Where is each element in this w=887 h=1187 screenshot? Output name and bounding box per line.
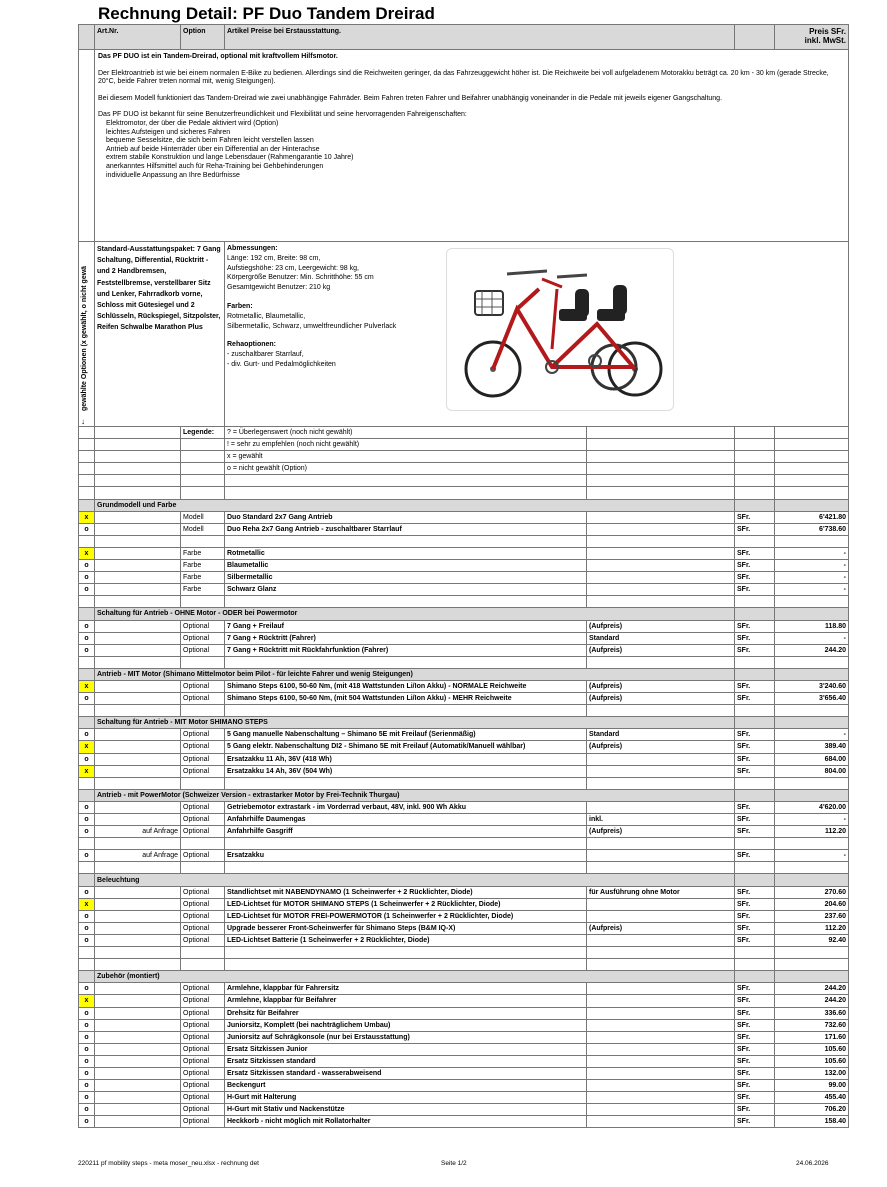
section-title: Antrieb - mit PowerMotor (Schweizer Version - extrastarker Motor by Frei-Technik Thurgau) xyxy=(95,789,735,801)
option-type: Optional xyxy=(181,753,225,765)
line-item-row xyxy=(79,801,849,813)
price-note: Standard xyxy=(587,632,735,644)
item-name: LED-Lichtset Batterie (1 Scheinwerfer + 2 Rücklichter, Diode) xyxy=(225,934,587,946)
currency: SFr. xyxy=(735,1007,775,1019)
item-name: Silbermetallic xyxy=(225,572,587,584)
item-price: 118.80 xyxy=(775,620,849,632)
item-name: Anfahrhilfe Daumengas xyxy=(225,814,587,826)
bike-image xyxy=(446,248,674,411)
currency: SFr. xyxy=(735,572,775,584)
price-note: (Aufpreis) xyxy=(587,693,735,705)
item-name: 7 Gang + Rücktritt (Fahrer) xyxy=(225,632,587,644)
item-price: 389.40 xyxy=(775,741,849,753)
currency: SFr. xyxy=(735,922,775,934)
footer-page: Seite 1/2 xyxy=(441,1160,467,1167)
section-title: Grundmodell und Farbe xyxy=(95,499,735,511)
item-price: 6'421.80 xyxy=(775,511,849,523)
section-header xyxy=(79,608,849,620)
feature-list xyxy=(98,120,845,180)
section-title: Schaltung für Antrieb - MIT Motor SHIMANO STEPS xyxy=(95,717,735,729)
price-note: (Aufpreis) xyxy=(587,620,735,632)
item-price: 244.20 xyxy=(775,644,849,656)
line-item-row xyxy=(79,632,849,644)
option-type: Optional xyxy=(181,620,225,632)
item-name: Duo Reha 2x7 Gang Antrieb - zuschaltbarer Starrlauf xyxy=(225,523,587,535)
invoice-table xyxy=(78,24,849,1128)
line-item-row xyxy=(79,523,849,535)
item-name: Rotmetallic xyxy=(225,547,587,559)
line-item-row xyxy=(79,560,849,572)
section-header xyxy=(79,874,849,886)
option-type: Modell xyxy=(181,523,225,535)
item-price: - xyxy=(775,547,849,559)
item-name: Shimano Steps 6100, 50-60 Nm, (mit 504 Wattstunden Li/Ion Akku) - MEHR Reichweite xyxy=(225,693,587,705)
option-type: Optional xyxy=(181,1104,225,1116)
option-type: Optional xyxy=(181,1055,225,1067)
currency: SFr. xyxy=(735,523,775,535)
price-note: (Aufpreis) xyxy=(587,680,735,692)
item-name: Standlichtset mit NABENDYNAMO (1 Scheinwerfer + 2 Rücklichter, Diode) xyxy=(225,886,587,898)
selection-mark[interactable]: o xyxy=(79,644,95,656)
option-type: Farbe xyxy=(181,560,225,572)
item-name: Ersatzakku xyxy=(225,850,587,862)
item-name: 7 Gang + Rücktritt mit Rückfahrfunktion (Fahrer) xyxy=(225,644,587,656)
item-price: 105.60 xyxy=(775,1043,849,1055)
blank-row xyxy=(79,947,849,959)
item-price: 4'620.00 xyxy=(775,801,849,813)
selection-mark[interactable]: o xyxy=(79,922,95,934)
legend-label: Legende: xyxy=(181,427,225,439)
blank-row xyxy=(79,705,849,717)
legend-row xyxy=(79,427,849,439)
item-price: 706.20 xyxy=(775,1104,849,1116)
option-type: Optional xyxy=(181,983,225,995)
line-item-row xyxy=(79,1092,849,1104)
option-type: Optional xyxy=(181,801,225,813)
selection-mark[interactable]: o xyxy=(79,801,95,813)
tandem-tricycle-illustration xyxy=(447,249,675,412)
currency: SFr. xyxy=(735,680,775,692)
blank-row xyxy=(79,487,849,499)
blank-row xyxy=(79,535,849,547)
selection-mark[interactable]: o xyxy=(79,934,95,946)
selection-mark[interactable]: o xyxy=(79,1055,95,1067)
currency: SFr. xyxy=(735,1043,775,1055)
currency: SFr. xyxy=(735,850,775,862)
selection-mark[interactable]: x xyxy=(79,511,95,523)
specs-block: Abmessungen: Länge: 192 cm, Breite: 98 cm, Aufstiegshöhe: 23 cm, Leergewicht: 98 kg, Körpergröße Benutzer: Min. Schritthöhe: 55 cm Gesamtgewicht Benutzer: 210 kg Farben: Rotmetallic, Blaumetallic, Silbermetallic, Schwarz, umweltfreundlicher Pulverlack Rehaoptionen: - zuschaltbarer Starrlauf, - div. Gurt- und Pedalmöglichkeiten xyxy=(225,242,849,427)
option-type: Optional xyxy=(181,1116,225,1128)
option-type: Farbe xyxy=(181,584,225,596)
section-title: Schaltung für Antrieb - OHNE Motor - ODER bei Powermotor xyxy=(95,608,735,620)
item-price: - xyxy=(775,632,849,644)
col-price: Preis SFr. inkl. MwSt. xyxy=(775,25,849,50)
currency: SFr. xyxy=(735,765,775,777)
price-note: (Aufpreis) xyxy=(587,922,735,934)
item-price: 732.60 xyxy=(775,1019,849,1031)
option-type: Optional xyxy=(181,1043,225,1055)
col-option: Option xyxy=(181,25,225,50)
item-price: - xyxy=(775,814,849,826)
section-title: Zubehör (montiert) xyxy=(95,971,735,983)
section-header xyxy=(79,499,849,511)
item-name: 5 Gang elektr. Nabenschaltung DI2 - Shimano 5E mit Freilauf (Automatik/Manuell wählbar) xyxy=(225,741,587,753)
item-price: 112.20 xyxy=(775,826,849,838)
section-header xyxy=(79,717,849,729)
legend-item: o = nicht gewählt (Option) xyxy=(225,463,587,475)
item-name: Ersatz Sitzkissen standard xyxy=(225,1055,587,1067)
currency: SFr. xyxy=(735,910,775,922)
currency: SFr. xyxy=(735,547,775,559)
option-type: Optional xyxy=(181,680,225,692)
feature-item: anerkanntes Hilfsmittel auch für Reha-Training bei Gehbehinderungen xyxy=(106,162,324,170)
item-name: H-Gurt mit Halterung xyxy=(225,1092,587,1104)
line-item-row xyxy=(79,644,849,656)
item-price: 132.00 xyxy=(775,1067,849,1079)
price-note: Standard xyxy=(587,729,735,741)
line-item-row xyxy=(79,1104,849,1116)
inquiry-note: auf Anfrage xyxy=(95,850,181,862)
currency: SFr. xyxy=(735,560,775,572)
legend-item: ? = Überlegenswert (noch nicht gewählt) xyxy=(225,427,587,439)
currency: SFr. xyxy=(735,886,775,898)
table-header xyxy=(79,25,849,50)
currency: SFr. xyxy=(735,741,775,753)
item-name: Juniorsitz auf Schrägkonsole (nur bei Erstausstattung) xyxy=(225,1031,587,1043)
item-name: LED-Lichtset für MOTOR SHIMANO STEPS (1 Scheinwerfer + 2 Rücklichter, Diode) xyxy=(225,898,587,910)
line-item-row xyxy=(79,584,849,596)
line-item-row xyxy=(79,1043,849,1055)
selection-mark[interactable]: o xyxy=(79,910,95,922)
option-type: Optional xyxy=(181,729,225,741)
feature-item: extrem stabile Konstruktion und lange Lebensdauer (Rahmengarantie 10 Jahre) xyxy=(106,154,354,162)
currency: SFr. xyxy=(735,632,775,644)
item-name: Getriebemotor extrastark - im Vorderrad verbaut, 48V, inkl. 900 Wh Akku xyxy=(225,801,587,813)
selection-mark[interactable]: o xyxy=(79,1092,95,1104)
item-price: 237.60 xyxy=(775,910,849,922)
item-name: Shimano Steps 6100, 50-60 Nm, (mit 418 Wattstunden Li/Ion Akku) - NORMALE Reichweite xyxy=(225,680,587,692)
line-item-row xyxy=(79,826,849,838)
feature-item: Elektromotor, der über die Pedale aktiviert wird (Option) xyxy=(106,119,279,127)
line-item-row xyxy=(79,547,849,559)
option-type: Optional xyxy=(181,1092,225,1104)
currency: SFr. xyxy=(735,1080,775,1092)
currency: SFr. xyxy=(735,729,775,741)
options-vertical-label: gewählte Optionen (x gewählt, o nicht gewä ↓ xyxy=(79,242,95,427)
option-type: Optional xyxy=(181,814,225,826)
currency: SFr. xyxy=(735,983,775,995)
currency: SFr. xyxy=(735,801,775,813)
description-p3: Das PF DUO ist bekannt für seine Benutzerfreundlichkeit und Flexibilität und seine hervorragenden Fahreigenschaften: xyxy=(98,111,467,119)
option-type: Optional xyxy=(181,995,225,1007)
col-art-nr: Art.Nr. xyxy=(95,25,181,50)
item-name: Beckengurt xyxy=(225,1080,587,1092)
item-name: Schwarz Glanz xyxy=(225,584,587,596)
selection-mark[interactable]: o xyxy=(79,1116,95,1128)
currency: SFr. xyxy=(735,644,775,656)
item-price: - xyxy=(775,850,849,862)
item-price: - xyxy=(775,572,849,584)
line-item-row xyxy=(79,620,849,632)
selection-mark[interactable]: o xyxy=(79,1104,95,1116)
footer-date: 24.06.2026 xyxy=(796,1160,829,1167)
item-price: 3'240.60 xyxy=(775,680,849,692)
line-item-row xyxy=(79,1007,849,1019)
description-p1: Der Elektroantrieb ist wie bei einem normalen E-Bike zu bedienen. Allerdings sind die Reichweiten geringer, da das Fahrzeuggewicht höher ist. Die Reichweite bei voll aufgeladenem Motorakku beträgt ca. 20 km - 30 km (gerade Strecke, 20°C, beide Fahrer treten normal mit, wenig Steigungen). xyxy=(98,69,829,86)
selection-mark[interactable]: x xyxy=(79,898,95,910)
description-block xyxy=(95,50,849,242)
legend-row xyxy=(79,451,849,463)
selection-mark[interactable]: o xyxy=(79,1067,95,1079)
item-price: 204.60 xyxy=(775,898,849,910)
currency: SFr. xyxy=(735,1104,775,1116)
selection-mark[interactable]: o xyxy=(79,572,95,584)
line-item-row xyxy=(79,693,849,705)
selection-mark[interactable]: o xyxy=(79,886,95,898)
line-item-row xyxy=(79,850,849,862)
blank-row xyxy=(79,596,849,608)
blank-row xyxy=(79,475,849,487)
line-item-row xyxy=(79,1019,849,1031)
legend-item: ! = sehr zu empfehlen (noch nicht gewählt) xyxy=(225,439,587,451)
selection-mark[interactable]: o xyxy=(79,1043,95,1055)
line-item-row xyxy=(79,680,849,692)
option-type: Optional xyxy=(181,910,225,922)
selection-mark[interactable]: x xyxy=(79,680,95,692)
section-header xyxy=(79,971,849,983)
feature-item: leichtes Aufsteigen und sicheres Fahren xyxy=(106,128,231,136)
col-artikel: Artikel Preise bei Erstausstattung. xyxy=(225,25,735,50)
option-type: Optional xyxy=(181,898,225,910)
price-note: inkl. xyxy=(587,814,735,826)
price-note: (Aufpreis) xyxy=(587,644,735,656)
currency: SFr. xyxy=(735,1031,775,1043)
item-price: 3'656.40 xyxy=(775,693,849,705)
option-type: Optional xyxy=(181,765,225,777)
currency: SFr. xyxy=(735,995,775,1007)
option-type: Optional xyxy=(181,1080,225,1092)
item-name: Armlehne, klappbar für Beifahrer xyxy=(225,995,587,1007)
selection-mark[interactable]: o xyxy=(79,560,95,572)
option-type: Optional xyxy=(181,1031,225,1043)
option-type: Optional xyxy=(181,741,225,753)
line-item-row xyxy=(79,910,849,922)
item-price: 244.20 xyxy=(775,995,849,1007)
item-name: Armlehne, klappbar für Fahrersitz xyxy=(225,983,587,995)
line-item-row xyxy=(79,814,849,826)
section-title: Antrieb - MIT Motor (Shimano Mittelmotor beim Pilot - für leichte Fahrer und wenig Steigungen) xyxy=(95,668,735,680)
description-row xyxy=(79,50,849,242)
selection-mark[interactable]: o xyxy=(79,1019,95,1031)
currency: SFr. xyxy=(735,934,775,946)
item-name: Ersatz Sitzkissen standard - wasserabweisend xyxy=(225,1067,587,1079)
blank-row xyxy=(79,656,849,668)
option-type: Optional xyxy=(181,1067,225,1079)
item-name: Ersatzakku 14 Ah, 36V (504 Wh) xyxy=(225,765,587,777)
item-name: Drehsitz für Beifahrer xyxy=(225,1007,587,1019)
currency: SFr. xyxy=(735,1116,775,1128)
option-type: Optional xyxy=(181,632,225,644)
line-item-row xyxy=(79,922,849,934)
currency: SFr. xyxy=(735,620,775,632)
selection-mark[interactable]: x xyxy=(79,995,95,1007)
line-item-row xyxy=(79,983,849,995)
blank-row xyxy=(79,862,849,874)
option-type: Optional xyxy=(181,644,225,656)
price-note: für Ausführung ohne Motor xyxy=(587,886,735,898)
inquiry-note: auf Anfrage xyxy=(95,826,181,838)
currency: SFr. xyxy=(735,584,775,596)
selection-mark[interactable]: o xyxy=(79,814,95,826)
line-item-row xyxy=(79,1080,849,1092)
currency: SFr. xyxy=(735,814,775,826)
line-item-row xyxy=(79,934,849,946)
option-type: Optional xyxy=(181,934,225,946)
item-name: Blaumetallic xyxy=(225,560,587,572)
line-item-row xyxy=(79,886,849,898)
item-name: 7 Gang + Freilauf xyxy=(225,620,587,632)
line-item-row xyxy=(79,741,849,753)
option-type: Farbe xyxy=(181,572,225,584)
selection-mark[interactable]: o xyxy=(79,850,95,862)
selection-mark[interactable]: o xyxy=(79,983,95,995)
item-price: 92.40 xyxy=(775,934,849,946)
line-item-row xyxy=(79,753,849,765)
price-note: (Aufpreis) xyxy=(587,741,735,753)
item-price: 336.60 xyxy=(775,1007,849,1019)
footer-filename: 220211 pf mobility steps - meta moser_neu.xlsx - rechnung det xyxy=(78,1160,259,1167)
item-name: Ersatzakku 11 Ah, 36V (418 Wh) xyxy=(225,753,587,765)
option-type: Modell xyxy=(181,511,225,523)
feature-item: Antrieb auf beide Hinterräder über ein Differential an der Hinterachse xyxy=(106,145,320,153)
blank-row xyxy=(79,777,849,789)
item-price: 455.40 xyxy=(775,1092,849,1104)
item-price: - xyxy=(775,729,849,741)
item-name: Duo Standard 2x7 Gang Antrieb xyxy=(225,511,587,523)
item-price: 6'738.60 xyxy=(775,523,849,535)
selection-mark[interactable]: o xyxy=(79,753,95,765)
selection-mark[interactable]: o xyxy=(79,1080,95,1092)
selection-mark[interactable]: o xyxy=(79,620,95,632)
item-price: 158.40 xyxy=(775,1116,849,1128)
option-type: Optional xyxy=(181,850,225,862)
currency: SFr. xyxy=(735,753,775,765)
item-price: 171.60 xyxy=(775,1031,849,1043)
item-name: Heckkorb - nicht möglich mit Rollatorhalter xyxy=(225,1116,587,1128)
item-name: Ersatz Sitzkissen Junior xyxy=(225,1043,587,1055)
selection-mark[interactable]: o xyxy=(79,523,95,535)
item-name: Anfahrhilfe Gasgriff xyxy=(225,826,587,838)
option-type: Optional xyxy=(181,922,225,934)
selection-mark[interactable]: o xyxy=(79,729,95,741)
item-price: 99.00 xyxy=(775,1080,849,1092)
line-item-row xyxy=(79,1067,849,1079)
line-item-row xyxy=(79,729,849,741)
legend-row xyxy=(79,463,849,475)
selection-mark[interactable]: o xyxy=(79,1007,95,1019)
blank-row xyxy=(79,838,849,850)
item-price: 112.20 xyxy=(775,922,849,934)
selection-mark[interactable]: o xyxy=(79,693,95,705)
option-type: Farbe xyxy=(181,547,225,559)
section-title: Beleuchtung xyxy=(95,874,735,886)
option-type: Optional xyxy=(181,886,225,898)
line-item-row xyxy=(79,1031,849,1043)
item-name: 5 Gang manuelle Nabenschaltung – Shimano 5E mit Freilauf (Serienmäßig) xyxy=(225,729,587,741)
standard-package: Standard-Ausstattungspaket: 7 Gang Schaltung, Differential, Rücktritt - und 2 Handbremsen, Feststellbremse, verstellbarer Sitz und Lenker, Fahrradkorb vorne, Schloss mit Gütesiegel und 2 Schlüsseln, Rückspiegel, Sitzpolster, Reifen Schwalbe Marathon Plus xyxy=(95,242,225,427)
item-price: - xyxy=(775,584,849,596)
currency: SFr. xyxy=(735,1019,775,1031)
item-name: Upgrade besserer Front-Scheinwerfer für Shimano Steps (B&M IQ-X) xyxy=(225,922,587,934)
currency: SFr. xyxy=(735,511,775,523)
description-headline: Das PF DUO ist ein Tandem-Dreirad, optional mit kraftvollem Hilfsmotor. xyxy=(98,53,338,60)
item-price: 804.00 xyxy=(775,765,849,777)
currency: SFr. xyxy=(735,1055,775,1067)
legend-row xyxy=(79,439,849,451)
line-item-row xyxy=(79,1116,849,1128)
option-type: Optional xyxy=(181,1007,225,1019)
price-note: (Aufpreis) xyxy=(587,826,735,838)
section-header xyxy=(79,789,849,801)
page-title: Rechnung Detail: PF Duo Tandem Dreirad xyxy=(98,4,435,23)
option-type: Optional xyxy=(181,826,225,838)
item-price: 244.20 xyxy=(775,983,849,995)
currency: SFr. xyxy=(735,693,775,705)
legend-item: x = gewählt xyxy=(225,451,587,463)
selection-mark[interactable]: x xyxy=(79,765,95,777)
item-price: - xyxy=(775,560,849,572)
currency: SFr. xyxy=(735,1067,775,1079)
item-price: 105.60 xyxy=(775,1055,849,1067)
section-header xyxy=(79,668,849,680)
selection-mark[interactable]: o xyxy=(79,584,95,596)
arrow-down-icon: ↓ xyxy=(81,417,85,426)
line-item-row xyxy=(79,995,849,1007)
item-name: Juniorsitz, Komplett (bei nachträglichem Umbau) xyxy=(225,1019,587,1031)
selection-mark[interactable]: o xyxy=(79,632,95,644)
currency: SFr. xyxy=(735,826,775,838)
line-item-row xyxy=(79,511,849,523)
item-price: 270.60 xyxy=(775,886,849,898)
line-item-row xyxy=(79,572,849,584)
currency: SFr. xyxy=(735,898,775,910)
currency: SFr. xyxy=(735,1092,775,1104)
selection-mark[interactable]: o xyxy=(79,826,95,838)
line-item-row xyxy=(79,1055,849,1067)
feature-item: bequeme Sesselsitze, die sich beim Fahren leicht verstellen lassen xyxy=(106,137,314,145)
item-name: H-Gurt mit Stativ und Nackenstütze xyxy=(225,1104,587,1116)
selection-mark[interactable]: x xyxy=(79,741,95,753)
selection-mark[interactable]: o xyxy=(79,1031,95,1043)
blank-row xyxy=(79,959,849,971)
feature-item: individuelle Anpassung an Ihre Bedürfnisse xyxy=(106,171,240,179)
item-name: LED-Lichtset für MOTOR FREI-POWERMOTOR (1 Scheinwerfer + 2 Rücklichter, Diode) xyxy=(225,910,587,922)
description-p2: Bei diesem Modell funktioniert das Tandem-Dreirad wie zwei unabhängige Fahrräder. Beim Fahren treten Fahrer und Beifahrer unabhängig voneinander in die Pedale mit jeweils eigener Gangschaltung. xyxy=(98,94,723,102)
option-type: Optional xyxy=(181,693,225,705)
selection-mark[interactable]: x xyxy=(79,547,95,559)
option-type: Optional xyxy=(181,1019,225,1031)
line-item-row xyxy=(79,898,849,910)
line-item-row xyxy=(79,765,849,777)
item-price: 684.00 xyxy=(775,753,849,765)
